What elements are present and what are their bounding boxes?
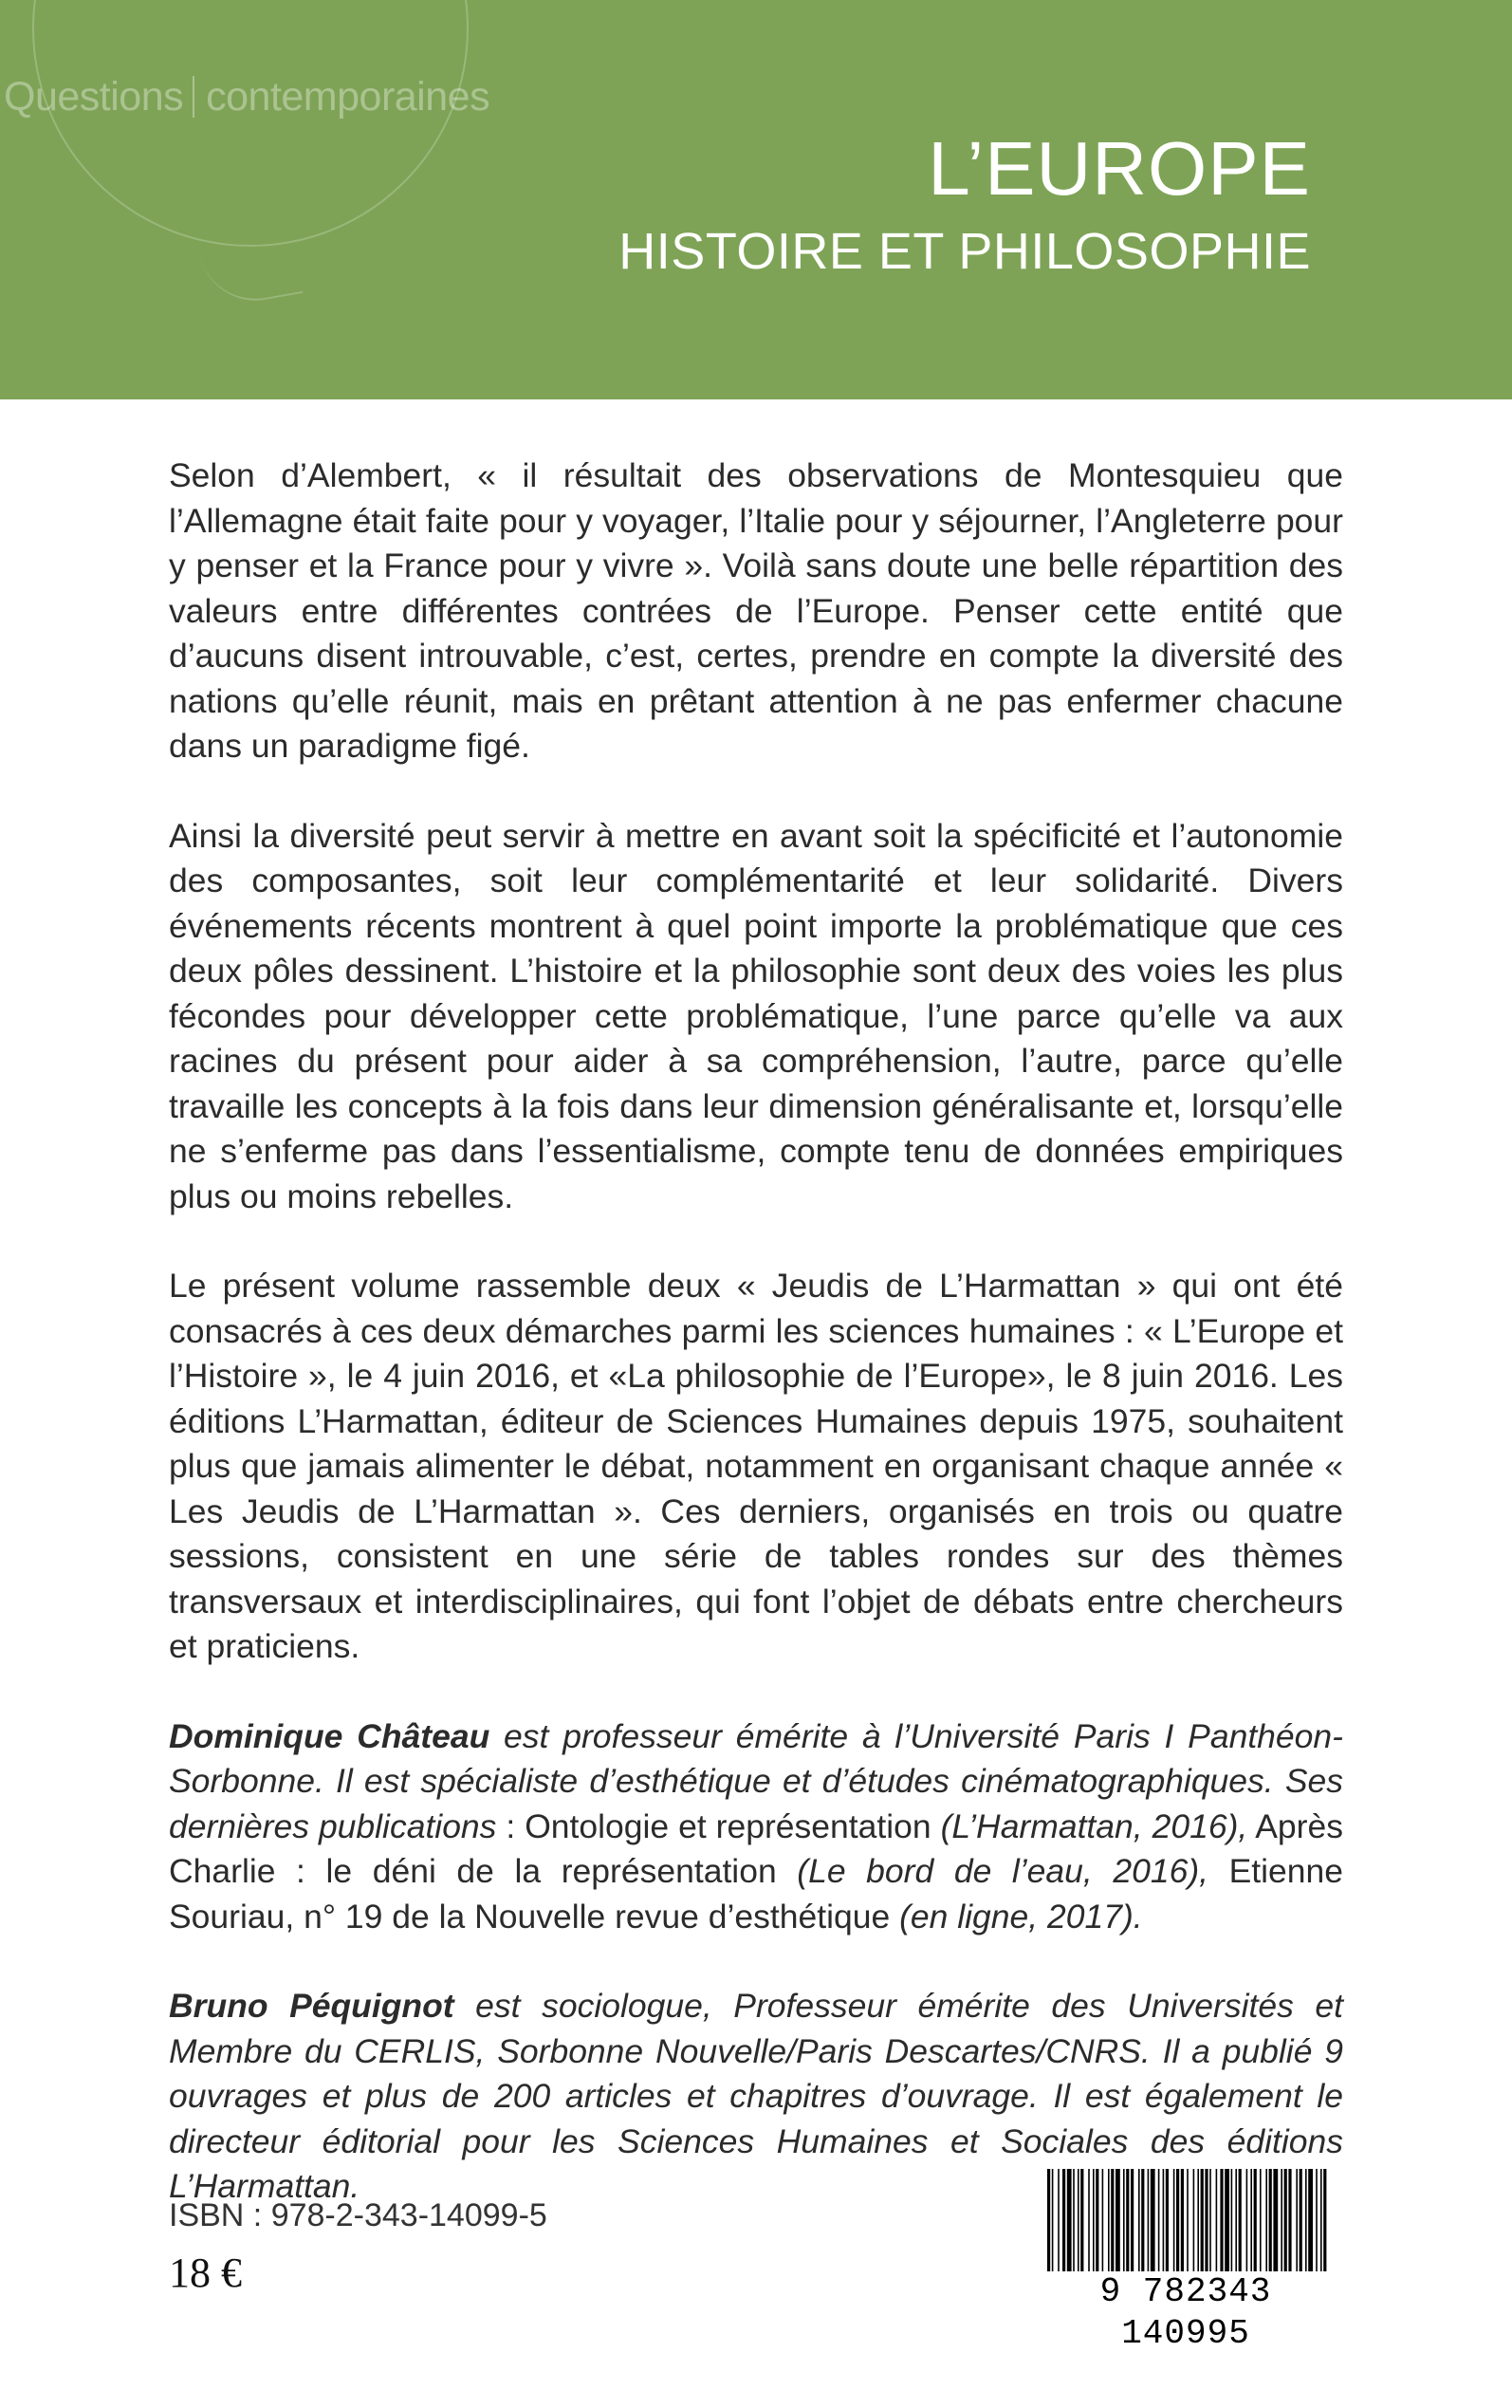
- bio-1-text-g: (en ligne, 2017).: [899, 1897, 1143, 1936]
- back-cover-text: [169, 454, 1343, 2254]
- book-title: L’EUROPE: [928, 126, 1311, 211]
- cover-header-band: [0, 0, 1512, 399]
- series-name: [4, 74, 489, 120]
- author-name-1: Dominique Château: [169, 1716, 490, 1755]
- blurb-paragraph-1: Selon d’Alembert, « il résultait des observations de Montesquieu que l’Allemagne était faite pour y voyager, l’Italie pour y séjourner, l’Angleterre pour y penser et la France pour y vivre ». Voilà sans doute une belle répartition des valeurs entre différentes contrées de l’Europe. Penser cette entité que d’aucuns disent introuvable, c’est, certes, prendre en compte la diversité des nations qu’elle réunit, mais en prêtant attention à ne pas enfermer chacune dans un paradigme figé.: [169, 456, 1343, 765]
- barcode: [1042, 2165, 1330, 2353]
- barcode-digits: 9 782343 140995: [1042, 2271, 1330, 2355]
- price: 18 €: [169, 2250, 242, 2296]
- author-bio-1: [169, 1714, 1343, 1940]
- bio-1-text-e: (Le bord de l’eau, 2016),: [797, 1852, 1209, 1890]
- bio-1-text-d: Après Charlie : le déni de la représentation: [169, 1806, 1343, 1890]
- bio-2-text: est sociologue, Professeur émérite des Universités et Membre du CERLIS, Sorbonne Nouvelle/Paris Descartes/CNRS. Il a publié 9 ouvrages et plus de 200 articles et chapitres d’ouvrage. Il est également le directeur éditorial pour les Sciences Humaines et Sociales des éditions L’Harmattan.: [169, 1987, 1343, 2205]
- series-word-1: Questions: [4, 74, 184, 120]
- bio-1-text-f: Etienne Souriau, n° 19 de la Nouvelle revue d’esthétique: [169, 1852, 1344, 1936]
- series-q-tail-icon: [200, 237, 304, 309]
- blurb-paragraph-3: Le présent volume rassemble deux « Jeudis de L’Harmattan » qui ont été consacrés à ces deux démarches parmi les sciences humaines : « L’Europe et l’Histoire », le 4 juin 2016, et «La philosophie de l’Europe», le 8 juin 2016. Les éditions L’Harmattan, éditeur de Sciences Humaines depuis 1975, souhaitent plus que jamais alimenter le débat, notamment en organisant chaque année « Les Jeudis de L’Harmattan ». Ces derniers, organisés en trois ou quatre sessions, consistent en une série de tables rondes sur des thèmes transversaux et interdisciplinaires, qui font l’objet de débats entre chercheurs et praticiens.: [169, 1267, 1343, 1665]
- series-word-2: contemporaines: [206, 74, 490, 120]
- bio-1-text-c: (L’Harmattan, 2016),: [940, 1806, 1248, 1845]
- book-subtitle: HISTOIRE ET PHILOSOPHIE: [618, 223, 1311, 280]
- bio-1-text-b: : Ontologie et représentation: [496, 1806, 941, 1845]
- author-name-2: Bruno Péquignot: [169, 1987, 454, 2025]
- bio-1-text-a: est professeur émérite à l’Université Paris I Panthéon-Sorbonne. Il est spécialiste d’esthétique et d’études cinématographiques. Ses dernières publications: [169, 1716, 1343, 1845]
- series-separator: [193, 76, 194, 118]
- blurb-paragraph-2: Ainsi la diversité peut servir à mettre en avant soit la spécificité et l’autonomie des composantes, soit leur complémentarité et leur solidarité. Divers événements récents montrent à quel point importe la problématique que ces deux pôles dessinent. L’histoire et la philosophie sont deux des voies les plus fécondes pour développer cette problématique, l’une parce qu’elle va aux racines du présent pour aider à sa compréhension, l’autre, parce qu’elle travaille les concepts à la fois dans leur dimension généralisante et, lorsqu’elle ne s’enferme pas dans l’essentialisme, compte tenu de données empiriques plus ou moins rebelles.: [169, 816, 1343, 1215]
- series-q-logo-icon: [32, 0, 469, 247]
- isbn-number: ISBN : 978-2-343-14099-5: [169, 2197, 547, 2233]
